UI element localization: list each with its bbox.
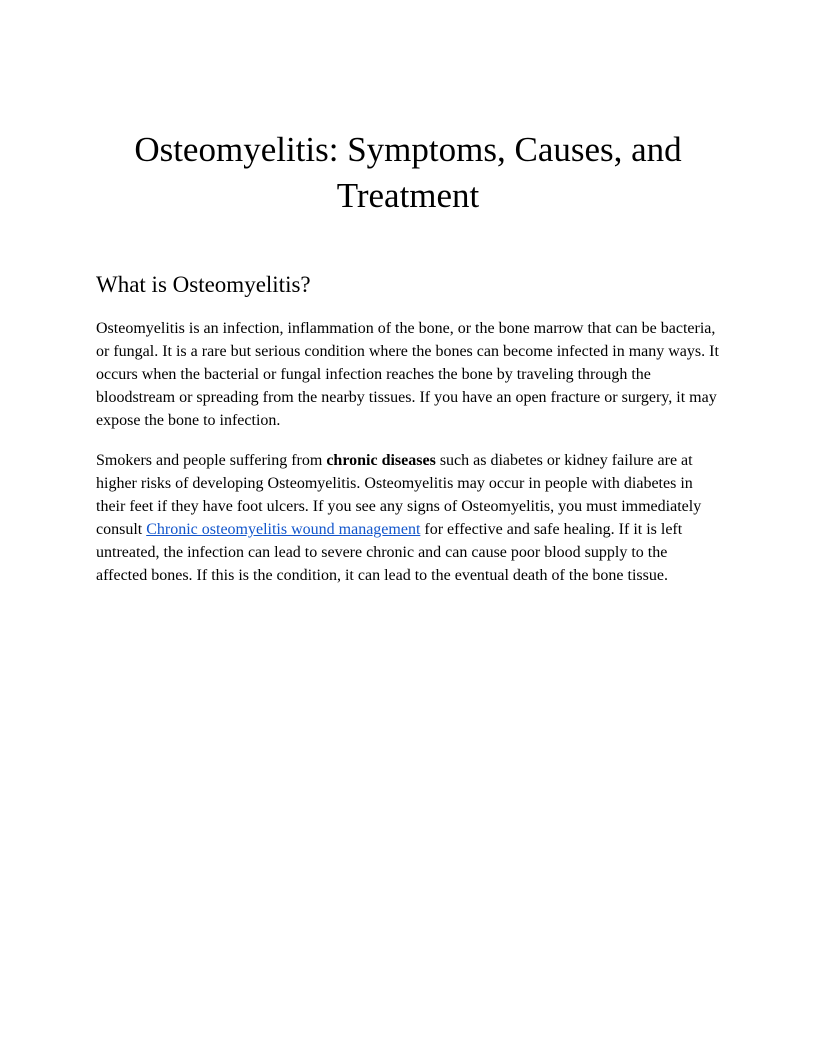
section-heading: What is Osteomyelitis? [96,272,311,297]
paragraph-text: Smokers and people suffering from [96,452,327,469]
paragraph-text: for effective and safe healing. If it is left untreated, the infection can lead to severe chronic and can cause poor blood supply to the affected bones. If this is the condition, it can lead to the eventual death of the bone tissue. [96,521,683,584]
wound-management-link[interactable]: Chronic osteomyelitis wound management [146,521,421,538]
paragraph-text: such as diabetes or kidney failure are at higher risks of developing Osteomyelitis. Osteomyelitis may occur in people with diabetes in their feet if they have foot ulcers. If you see any signs of Osteomyelitis, you must immediately consult [96,452,702,538]
paragraph-intro: Osteomyelitis is an infection, inflammation of the bone, or the bone marrow that can be bacteria, or fungal. It is a rare but serious condition where the bones can become infected in many ways. It occurs when the bacterial or fungal infection reaches the bone by traveling through the bloodstream or spreading from the nearby tissues. If you have an open fracture or surgery, it may expose the bone to infection. [96,320,719,429]
bold-phrase-chronic-diseases: chronic diseases [326,452,436,469]
document-title: Osteomyelitis: Symptoms, Causes, and Treatment [134,130,682,215]
paragraph-risk-factors [96,449,720,587]
